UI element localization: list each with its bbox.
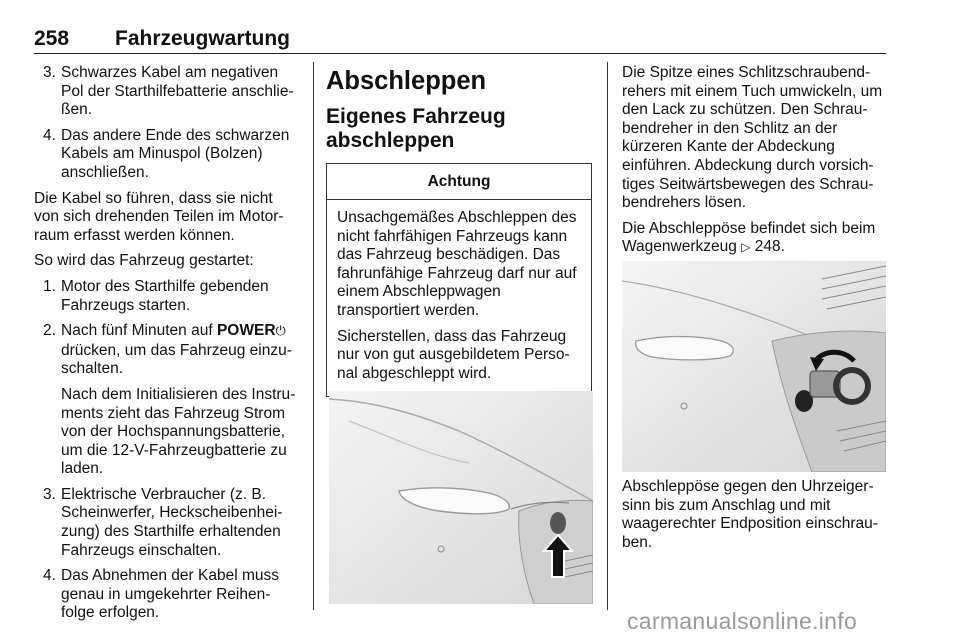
warning-title: Achtung (327, 164, 591, 200)
section-heading: Abschleppen (326, 67, 487, 95)
watermark: carmanualsonline.info (627, 608, 858, 634)
page-number: 258 (34, 27, 70, 50)
paragraph: Abschleppöse gegen den Uhrzeiger-sinn bis zum Anschlag und mit waagerechter Endposition einschrau-ben. (622, 477, 878, 551)
warning-box (326, 163, 592, 397)
page-header (34, 24, 886, 54)
paragraph: Die Abschleppöse befindet sich beim Wagenwerkzeug ▷ 248. (622, 219, 876, 256)
list-item: 1. Motor des Starthilfe gebenden Fahrzeugs starten. (43, 277, 269, 314)
list-item: 4. Das Abnehmen der Kabel muss genau in umgekehrter Reihen-folge erfolgen. (43, 567, 279, 622)
bumper-cover-illustration (329, 391, 593, 604)
list-item: 4. Das andere Ende des schwarzen Kabels am Minuspol (Bolzen) anschließen. (43, 126, 290, 181)
tow-eye-illustration (622, 261, 886, 472)
warning-text: Sicherstellen, dass das Fahrzeug nur von gut ausgebildetem Perso-nal abgeschleppt wird. (337, 327, 570, 382)
paragraph: So wird das Fahrzeug gestartet: (34, 252, 254, 270)
paragraph: Die Spitze eines Schlitzschraubend-rehers mit einem Tuch umwickeln, um den Lack zu schützen. Den Schrau-bendreher in den Schlitz an der kürzeren Kante der Abdeckung einführen. Abdeckung durch vorsich-tiges Seitwärtsbewegen des Schrau-bendrehers lösen. (622, 64, 883, 212)
warning-text: Unsachgemäßes Abschleppen des nicht fahrfähigen Fahrzeugs kann das Fahrzeug beschädigen. Das fahrunfähige Fahrzeug darf nur auf einem Abschleppwagen transportiert werden. (337, 209, 577, 319)
list-item: 3. Schwarzes Kabel am negativen Pol der Starthilfebatterie anschlie-ßen. (43, 64, 294, 119)
power-icon: ⏻ (275, 324, 286, 340)
subsection-heading: Eigenes Fahrzeug abschleppen (326, 105, 506, 152)
power-button-label: POWER (216, 322, 276, 340)
section-title: Fahrzeugwartung (115, 27, 291, 50)
list-item: 2. Nach fünf Minuten auf POWER⏻ drücken, um das Fahrzeug einzu-schalten. Nach dem Initialisieren des Instru-ments zieht das Fahrzeug Strom von der Hochspannungsbatterie, um die 12-V-Fahrzeugbatterie zu laden. (43, 322, 296, 478)
page-reference[interactable]: 248. (754, 238, 785, 256)
column-left (34, 64, 299, 630)
paragraph: Die Kabel so führen, dass sie nicht von sich drehenden Teilen im Motor-raum erfasst werden können. (34, 189, 284, 244)
column-divider (313, 62, 314, 610)
column-divider (607, 62, 608, 610)
list-item: 3. Elektrische Verbraucher (z. B. Scheinwerfer, Heckscheibenhei-zung) des Starthilfe erhaltenden Fahrzeugs einschalten. (43, 485, 283, 559)
page-ref-icon: ▷ (741, 240, 751, 255)
column-middle (326, 64, 592, 397)
